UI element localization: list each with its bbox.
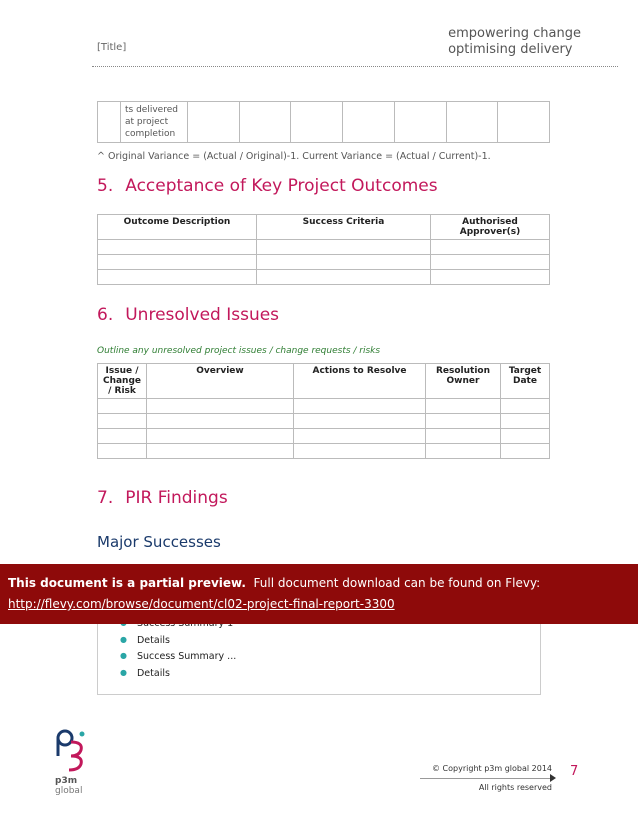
list-item: ● Success Summary ... [120,649,236,666]
preview-banner [0,564,638,624]
tagline-line1: empowering change [448,26,581,41]
list-item: ● Details [120,633,236,650]
section-6-instruction: Outline any unresolved project issues / change requests / risks [97,346,381,356]
footer-copyright: © Copyright p3m global 2014 All rights reserved [432,764,552,792]
table-row [98,429,550,444]
footer-arrow-icon [550,774,556,782]
column-header: Authorised Approver(s) [431,215,550,240]
issues-table [97,363,550,459]
table-row [98,444,550,459]
previous-table-fragment [97,101,550,143]
page-number: 7 [570,764,579,779]
column-header: Overview [147,364,294,399]
p3m-logo-icon [55,728,89,772]
footer-divider [420,778,554,779]
logo-text: p3m [55,776,78,786]
table-row [98,399,550,414]
column-header: Actions to Resolve [294,364,426,399]
p3m-logo [55,728,89,796]
column-header: Resolution Owner [426,364,501,399]
section-7-heading: 7. PIR Findings [97,488,228,508]
major-successes-heading: Major Successes [97,533,221,551]
banner-text: This document is a partial preview. Full document download can be found on Flevy: [8,576,541,590]
section-6-heading: 6. Unresolved Issues [97,305,280,325]
header-divider [92,66,618,67]
logo-subtext: global [55,786,83,796]
table-row [98,240,550,255]
tagline-line2: optimising delivery [448,42,573,57]
column-header: Target Date [501,364,550,399]
column-header: Outcome Description [98,215,257,240]
successes-list [120,616,236,682]
section-5-heading: 5. Acceptance of Key Project Outcomes [97,176,438,196]
outcomes-table [97,214,550,285]
table-row [98,270,550,285]
list-item: ● Details [120,666,236,683]
table-row [98,414,550,429]
variance-note: ^ Original Variance = (Actual / Original)-1. Current Variance = (Actual / Current)-1. [97,151,491,162]
header-title-placeholder: [Title] [97,42,127,53]
banner-link[interactable]: http://flevy.com/browse/document/cl02-project-final-report-3300 [8,597,395,611]
table-cell: ts delivered at project completion [121,102,188,143]
column-header: Success Criteria [257,215,431,240]
table-row [98,255,550,270]
column-header: Issue / Change / Risk [98,364,147,399]
tagline [448,26,581,58]
